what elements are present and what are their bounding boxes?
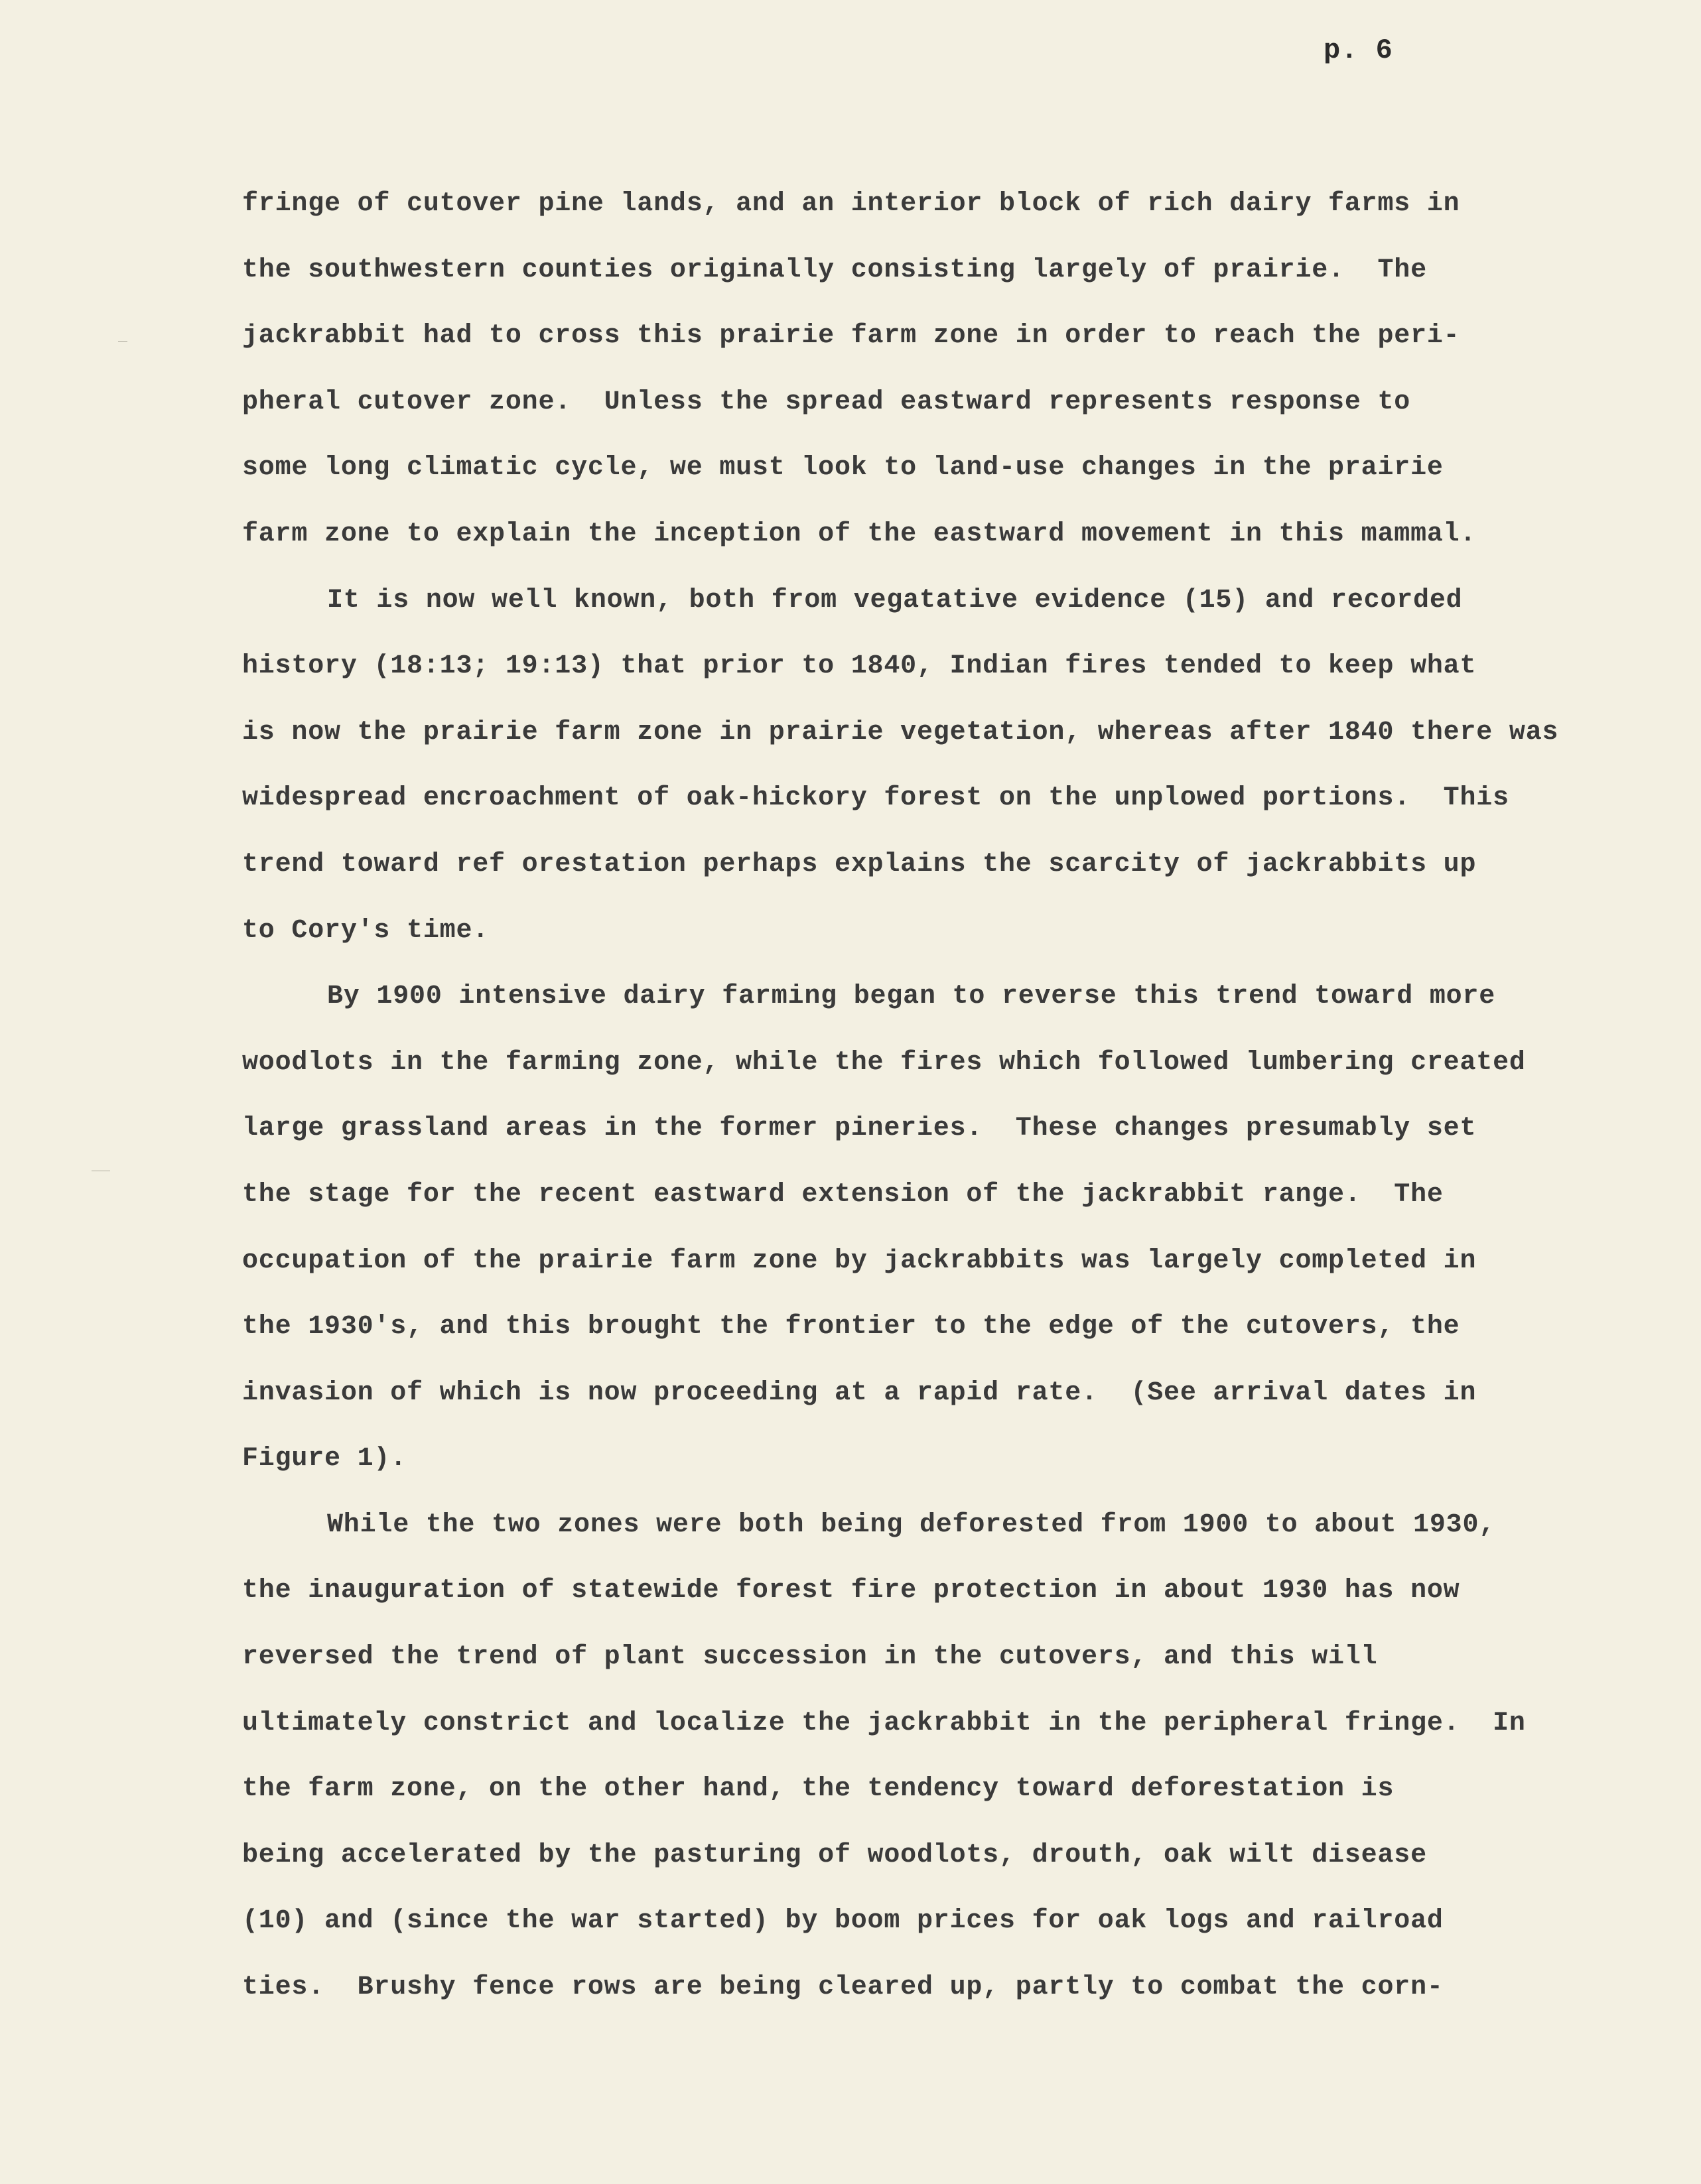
text-line: history (18:13; 19:13) that prior to 1840, Indian fires tended to keep what: [242, 651, 1477, 682]
text-line: the stage for the recent eastward extension of the jackrabbit range. The: [242, 1179, 1444, 1210]
text-line: the southwestern counties originally consisting largely of prairie. The: [242, 255, 1427, 285]
text-line: By 1900 intensive dairy farming began to reverse this trend toward more: [327, 982, 1496, 1012]
text-line: farm zone to explain the inception of the eastward movement in this mammal.: [242, 519, 1477, 549]
text-line: jackrabbit had to cross this prairie farm zone in order to reach the peri-: [242, 321, 1460, 352]
text-line: (10) and (since the war started) by boom prices for oak logs and railroad: [242, 1906, 1444, 1937]
text-line: ultimately constrict and localize the jackrabbit in the peripheral fringe. In: [242, 1708, 1526, 1738]
text-line: the 1930's, and this brought the frontier to the edge of the cutovers, the: [242, 1312, 1460, 1342]
text-line: occupation of the prairie farm zone by jackrabbits was largely completed in: [242, 1246, 1477, 1276]
text-line: some long climatic cycle, we must look to land-use changes in the prairie: [242, 453, 1444, 483]
text-line: It is now well known, both from vegatative evidence (15) and recorded: [327, 585, 1463, 615]
text-line: woodlots in the farming zone, while the fires which followed lumbering created: [242, 1047, 1526, 1078]
text-line: the farm zone, on the other hand, the tendency toward deforestation is: [242, 1774, 1395, 1805]
margin-mark-middle: ——: [92, 1165, 110, 1175]
text-line: Figure 1).: [242, 1444, 407, 1474]
text-line: pheral cutover zone. Unless the spread eastward represents response to: [242, 387, 1411, 417]
text-line: trend toward ref orestation perhaps explains the scarcity of jackrabbits up: [242, 849, 1477, 879]
page-number: p. 6: [1324, 34, 1393, 66]
text-line: ties. Brushy fence rows are being cleared up, partly to combat the corn-: [242, 1972, 1444, 2003]
text-line: widespread encroachment of oak-hickory forest on the unplowed portions. This: [242, 783, 1509, 814]
text-line: invasion of which is now proceeding at a rapid rate. (See arrival dates in: [242, 1378, 1477, 1408]
typed-body-text: [242, 171, 1562, 2021]
text-line: is now the prairie farm zone in prairie vegetation, whereas after 1840 there was: [242, 717, 1559, 747]
text-line: While the two zones were both being deforested from 1900 to about 1930,: [327, 1510, 1496, 1540]
text-line: being accelerated by the pasturing of woodlots, drouth, oak wilt disease: [242, 1840, 1427, 1870]
margin-mark-top: —: [118, 335, 127, 346]
text-line: the inauguration of statewide forest fire protection in about 1930 has now: [242, 1576, 1460, 1606]
text-line: fringe of cutover pine lands, and an interior block of rich dairy farms in: [242, 189, 1460, 219]
text-line: large grassland areas in the former pineries. These changes presumably set: [242, 1114, 1477, 1144]
text-line: reversed the trend of plant succession in the cutovers, and this will: [242, 1642, 1378, 1673]
text-line: to Cory's time.: [242, 915, 490, 946]
